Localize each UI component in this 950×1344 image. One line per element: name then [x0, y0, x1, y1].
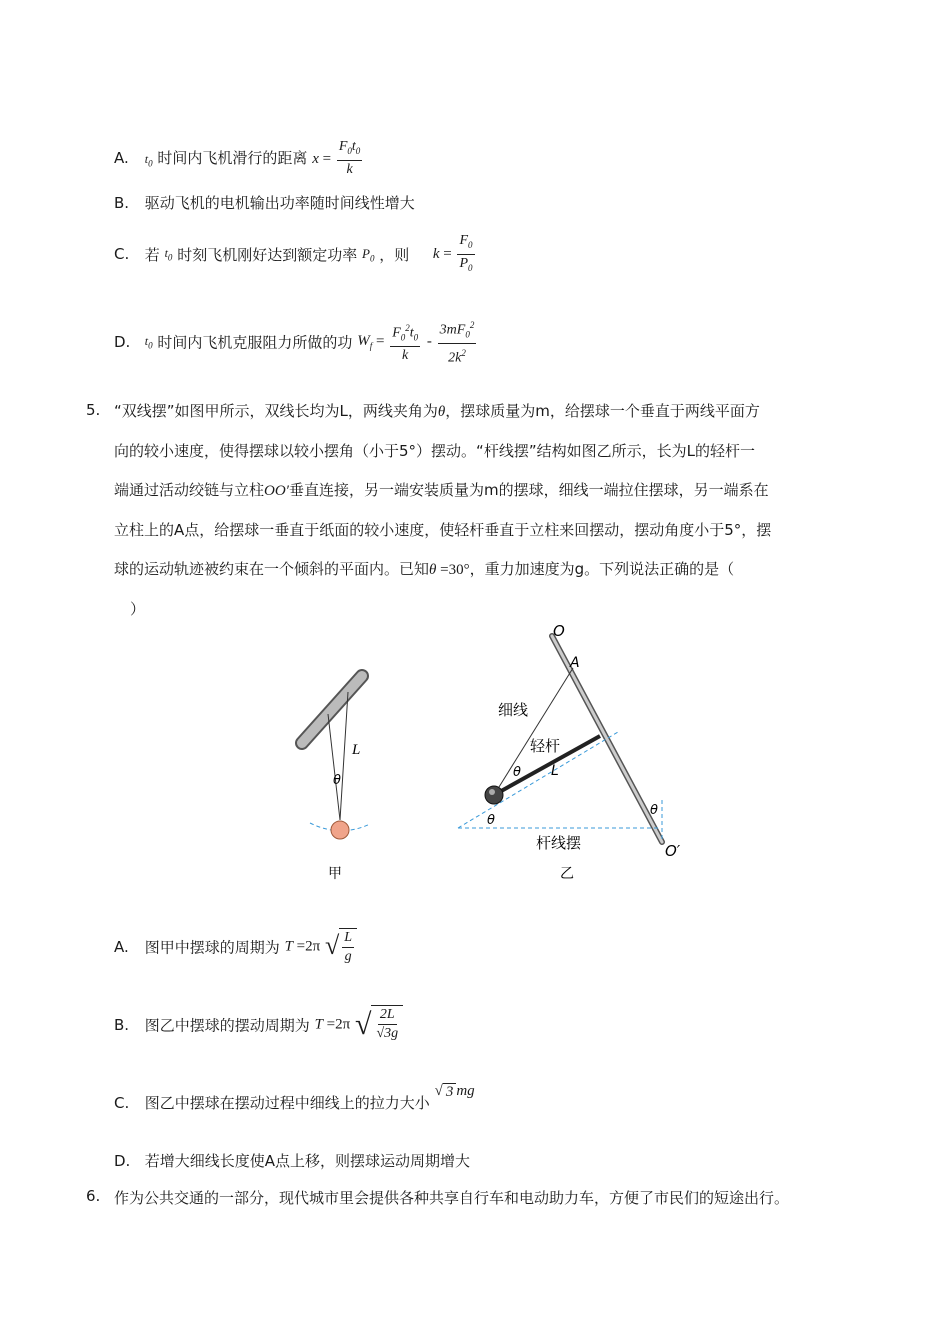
math-t0: $t_0$ [144, 333, 153, 351]
caption-jia: 甲 [328, 866, 342, 882]
label-A: A [570, 655, 580, 671]
pendulum-figure [280, 620, 700, 890]
math-fraction: $\frac{F_0}{P_0}$ [459, 233, 473, 273]
label-L: L [352, 742, 361, 758]
label-L: L [551, 763, 559, 779]
figure-yi [458, 622, 681, 882]
option-text: 图乙中摆球的摆动周期为 [144, 1016, 310, 1035]
option-text: 图乙中摆球在摆动过程中细线上的拉力大小 [144, 1094, 430, 1112]
math-sqrt3mg: √ 3 mg [434, 1082, 475, 1100]
math-sqrt: √ $\frac{2L}{√3g}$ [355, 1005, 403, 1045]
math-t0: $t_0$ [164, 246, 173, 263]
option-label: C. [114, 245, 130, 264]
q4-option-c[interactable]: C. 若 $t_0$ 时刻飞机刚好达到额定功率 $P_0$ ，则 k = $\frac{F_0}{P_0}$ [114, 232, 477, 277]
stem-text: 垂直连接，另一端安装质量为m的摆球，细线一端拉住摆球，另一端系在 [288, 481, 769, 499]
option-label: B. [114, 1016, 130, 1034]
math-T: T [314, 1016, 323, 1033]
label-qinggan: 轻杆 [530, 737, 561, 755]
label-theta: θ [333, 773, 341, 788]
option-label: C. [114, 1094, 130, 1112]
stem-text: ，重力加速度为g。下列说法正确的是（ [469, 560, 735, 578]
math-theta: θ [437, 404, 446, 420]
option-label: D. [114, 1152, 131, 1170]
q4-option-d[interactable]: D. $t_0$ 时间内飞机克服阻力所做的功 $W_f$ = $\frac{F_0^2t_0}{k}$ - $\frac{3mF_0^2}{2k^2}$ [114, 316, 478, 368]
stem-text: “双线摆”如图甲所示，双线长均为L，两线夹角为 [114, 402, 438, 420]
stem-text: ） [130, 600, 146, 618]
option-text: 图甲中摆球的周期为 [144, 938, 280, 957]
math-k: k [432, 245, 440, 262]
math-fraction: $\frac{F_0t_0}{k}$ [338, 139, 361, 177]
q5-option-b[interactable]: B. 图乙中摆球的摆动周期为 T =2π √ $\frac{2L}{√3g}$ [114, 1005, 403, 1045]
math-oo-prime: OO′ [264, 483, 289, 499]
caption-inner: 杆线摆 [536, 834, 582, 852]
math-x: x [312, 150, 319, 167]
option-text: 若 [144, 245, 160, 264]
option-label: B. [114, 194, 130, 212]
stem-text: 球的运动轨迹被约束在一个倾斜的平面内。已知 [114, 560, 430, 578]
option-text: 时刻飞机刚好达到额定功率 [177, 245, 358, 264]
q6-stem: 作为公共交通的一部分，现代城市里会提供各种共享自行车和电动助力车，方便了市民们的短途出行。 [114, 1189, 790, 1207]
q5-stem: “双线摆”如图甲所示，双线长均为L，两线夹角为θ，摆球质量为m，给摆球一个垂直于两线平面方 向的较小速度，使得摆球以较小摆角（小于5°）摆动。“杆线摆”结构如图乙所示，长为L的轻杆一 端通过活动绞链与立柱OO′垂直连接，另一端安装质量为m的摆球，细线一端拉住摆球，另一端系在 立柱上的A点，给摆球一垂直于纸面的较小速度，使轻杆垂直于立柱来回摆动，摆动角度小于5°，摆 球的运动轨迹被约束在一个倾斜的平面内。已知θ =30°，重力加速度为g。下列说法正确的是（ ） [114, 392, 771, 629]
q5-option-d[interactable] [114, 1150, 470, 1171]
option-label: A. [114, 148, 129, 167]
math-fraction: $\frac{F_0^2t_0}{k}$ [390, 319, 420, 365]
q5-option-c[interactable] [114, 1082, 475, 1113]
math-sqrt: √ $\frac{L}{g}$ [325, 928, 357, 966]
option-text: ，则 [379, 245, 410, 264]
question-number: 5. [86, 401, 101, 419]
figure-jia [302, 676, 370, 882]
option-text: 时间内飞机滑行的距离 [157, 148, 308, 167]
option-text: 驱动飞机的电机输出功率随时间线性增大 [144, 194, 415, 212]
label-O: O [553, 622, 565, 640]
caption-yi: 乙 [560, 866, 574, 882]
stem-text: ，摆球质量为m，给摆球一个垂直于两线平面方 [445, 402, 760, 420]
option-label: D. [114, 333, 131, 352]
option-text: 若增大细线长度使A点上移，则摆球运动周期增大 [144, 1152, 471, 1170]
option-text: 时间内飞机克服阻力所做的功 [157, 333, 353, 352]
question-number: 6. [86, 1187, 101, 1205]
stem-text: 端通过活动绞链与立柱 [114, 481, 265, 499]
label-xixian: 细线 [498, 701, 529, 719]
stem-text: 向的较小速度，使得摆球以较小摆角（小于5°）摆动。“杆线摆”结构如图乙所示，长为L的轻杆一 [114, 442, 755, 460]
math-theta-30: θ [429, 562, 437, 578]
math-t0: $t_0$ [144, 151, 153, 169]
stem-text: 立柱上的A点，给摆球一垂直于纸面的较小速度，使轻杆垂直于立柱来回摆动，摆动角度小于5°，摆 [114, 521, 772, 539]
option-label: A. [114, 938, 129, 956]
q4-option-a[interactable]: A. $t_0$ 时间内飞机滑行的距离 x = $\frac{F_0t_0}{k}$ [114, 139, 361, 177]
math-fraction: $\frac{3mF_0^2}{2k^2}$ [438, 316, 477, 368]
math-wf: $W_f$ [357, 333, 373, 352]
label-theta: θ [487, 813, 495, 828]
math-p0: $P_0$ [362, 245, 375, 264]
math-T: T [284, 938, 293, 955]
label-O-prime: O′ [665, 842, 681, 860]
q4-option-b[interactable] [114, 192, 415, 213]
label-theta: θ [513, 765, 521, 780]
label-theta: θ [650, 803, 658, 818]
q5-option-a[interactable]: A. 图甲中摆球的周期为 T =2π √ $\frac{L}{g}$ [114, 928, 357, 966]
